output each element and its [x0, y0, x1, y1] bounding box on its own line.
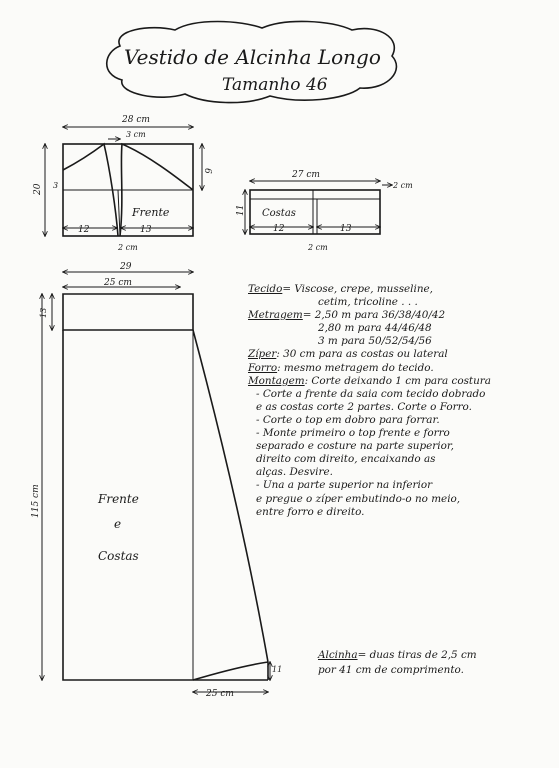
top-back-side-gap: 2 cm	[393, 181, 413, 190]
yardage-line3: 3 m para 50/52/54/56	[318, 335, 432, 348]
yardage-label: Metragem	[248, 309, 303, 322]
title-line1: Vestido de Alcinha Longo	[124, 45, 381, 69]
title-line2: Tamanho 46	[222, 75, 328, 95]
skirt-label-line1: Frente	[98, 492, 139, 506]
assembly-line5: - Monte primeiro o top frente e forro	[256, 427, 450, 440]
fabric-line1: = Viscose, crepe, musseline,	[282, 283, 433, 295]
assembly-label: Montagem	[248, 374, 305, 387]
top-back-label: Costas	[262, 208, 296, 219]
lining-label: Forro	[248, 361, 278, 374]
top-front-side-drop: 6	[202, 168, 212, 174]
assembly-line3: e as costas corte 2 partes. Corte o Forro.	[256, 400, 472, 413]
assembly-line6: separado e costure na parte superior,	[256, 440, 454, 453]
zipper-label: Zíper	[248, 348, 277, 361]
top-front-bottom-gap: 2 cm	[118, 243, 138, 252]
skirt-bottom-drop: 11	[272, 665, 283, 674]
assembly-line8: alças. Desvire.	[256, 466, 333, 479]
skirt-label-line2: e	[114, 517, 122, 531]
assembly-line10: e pregue o zíper embutindo-o no meio,	[256, 492, 461, 505]
strap-label: Alcinha	[318, 649, 358, 661]
top-front-label: Frente	[132, 206, 170, 219]
top-back-left-part: 12	[273, 224, 285, 234]
assembly-line7: direito com direito, encaixando as	[256, 453, 436, 466]
top-front-left-part: 12	[78, 225, 90, 235]
top-front-height: 20	[33, 183, 43, 195]
strap-line1: = duas tiras de 2,5 cm	[357, 649, 477, 661]
strap-note	[318, 648, 477, 678]
top-front-right-part: 13	[140, 225, 152, 235]
skirt-waist-width: 25 cm	[104, 278, 132, 288]
assembly-line1: : Corte deixando 1 cm para costura	[304, 374, 491, 387]
top-back-bottom-gap: 2 cm	[308, 243, 328, 252]
top-front-strap-gap: 3 cm	[126, 130, 146, 139]
top-front-width: 28 cm	[122, 115, 150, 125]
top-back-width: 27 cm	[292, 170, 320, 180]
assembly-line11: entre forro e direito.	[256, 505, 365, 518]
title-cloud	[107, 21, 397, 102]
fabric-line2: cetim, tricoline . . .	[318, 296, 418, 309]
top-back-right-part: 13	[340, 224, 352, 234]
top-back-piece	[236, 170, 413, 252]
assembly-line9: - Una a parte superior na inferior	[256, 479, 433, 492]
zipper-text: : 30 cm para as costas ou lateral	[276, 348, 448, 361]
skirt-band-height: 13	[39, 307, 48, 318]
skirt-length: 115 cm	[31, 484, 41, 518]
skirt-label-line3: Costas	[98, 549, 139, 563]
top-back-height: 11	[236, 204, 246, 216]
lining-text: : mesmo metragem do tecido.	[277, 361, 434, 374]
assembly-line2: - Corte a frente da saia com tecido dobrado	[256, 387, 486, 400]
skirt-top-width: 29	[120, 262, 132, 272]
yardage-line2: 2,80 m para 44/46/48	[318, 322, 432, 335]
fabric-label: Tecido	[248, 283, 283, 295]
strap-line2: por 41 cm de comprimento.	[318, 664, 464, 676]
assembly-line4: - Corte o top em dobro para forrar.	[256, 413, 440, 426]
skirt-piece	[31, 262, 282, 699]
instructions	[248, 283, 548, 519]
top-front-piece	[33, 115, 212, 252]
top-front-small: 3	[53, 181, 59, 190]
skirt-bottom-extension: 25 cm	[206, 689, 234, 699]
yardage-line1: = 2,50 m para 36/38/40/42	[302, 309, 446, 322]
